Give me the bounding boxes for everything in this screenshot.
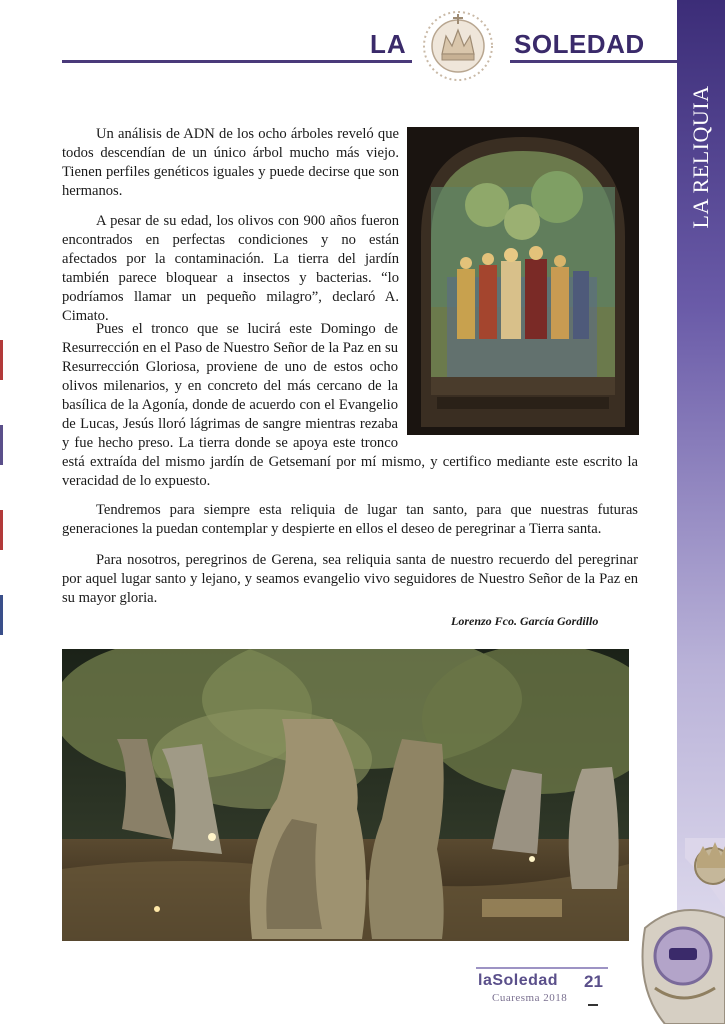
edge-tab-red-2 bbox=[0, 510, 3, 550]
author-signature: Lorenzo Fco. García Gordillo bbox=[451, 614, 599, 628]
brotherhood-emblem-icon bbox=[635, 838, 725, 1024]
olive-garden-photo bbox=[62, 649, 629, 941]
paragraph-3-text: Pues el tronco que se lucirá este Domingo de Resurrección en el Paso de Nuestro Señor de la Paz en su Resurrección Gloriosa, proviene de uno de estos ocho olivos milenarios, y en concreto del más cercano de la basílica de la Agonía, donde de acuerdo con el Evangelio de Lucas, Jesús lloró lágrimas de sangre mientras rezaba y fue hecho preso. La tierra donde se apoya este tronco está extraída del mismo jardín de Getsemaní por mí mismo, y certifico mediante este escrito la veracidad de lo expuesto. bbox=[62, 321, 638, 489]
masthead-title-left: LA bbox=[370, 29, 407, 59]
paragraph-3 bbox=[62, 320, 638, 491]
paragraph-5 bbox=[62, 551, 638, 608]
crown-crest-icon bbox=[418, 6, 498, 82]
edge-tab-purple bbox=[0, 425, 3, 465]
footer-rule bbox=[476, 967, 608, 969]
page-number-dash bbox=[588, 1004, 598, 1006]
paragraph-1-text: Un análisis de ADN de los ocho árboles reveló que todos descendían de un único árbol mucho más viejo. Tienen perfiles genéticos iguales y puede decirse que son hermanos. bbox=[62, 126, 399, 199]
image-wrap-spacer bbox=[398, 320, 638, 436]
paragraph-5-text: Para nosotros, peregrinos de Gerena, sea reliquia santa de nuestro recuerdo del peregrinar por aquel lugar santo y lejano, y seamos evangelio vivo seguidores de Nuestro Señor de la Paz en su mayor gloria. bbox=[62, 552, 638, 606]
edge-tab-blue bbox=[0, 595, 3, 635]
footer-issue: Cuaresma 2018 bbox=[492, 992, 568, 1004]
masthead-rule-left bbox=[62, 60, 412, 63]
paragraph-4 bbox=[62, 501, 638, 539]
page-number: 21 bbox=[584, 972, 603, 991]
paragraph-4-text: Tendremos para siempre esta reliquia de lugar tan santo, para que nuestras futuras generaciones la puedan contemplar y despierte en ellos el deseo de peregrinar a Tierra santa. bbox=[62, 502, 638, 537]
masthead-title-right: SOLEDAD bbox=[514, 29, 645, 59]
section-title bbox=[683, 62, 719, 252]
section-title-text: LA RELIQUIA bbox=[688, 85, 713, 229]
masthead-rule-right bbox=[510, 60, 677, 63]
paragraph-2-text: A pesar de su edad, los olivos con 900 años fueron encontrados en perfectas condiciones y no están afectados por la contaminación. La tierra del jardín también parece bloquear a insectos y bacterias. “lo podríamos llamar un pequeño milagro”, declaró A. Cimato. bbox=[62, 213, 399, 324]
paragraph-1 bbox=[62, 125, 399, 201]
footer-brand: laSoledad bbox=[478, 972, 559, 989]
paragraph-2 bbox=[62, 212, 399, 326]
edge-tab-red bbox=[0, 340, 3, 380]
